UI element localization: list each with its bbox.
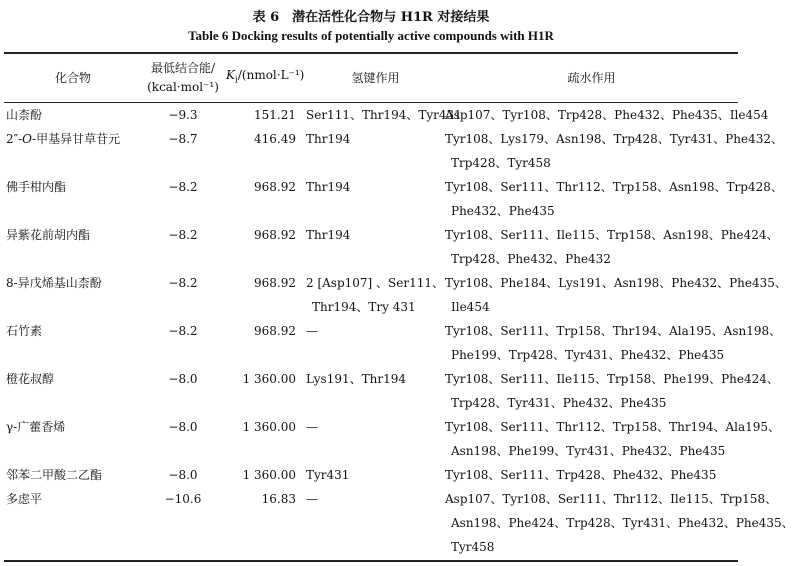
hydrophobic-line: Tyr108、Ser111、Thr112、Trp158、Asn198、Trp428、 xyxy=(445,180,783,194)
hydrophobic-line: Tyr108、Ser111、Ile115、Trp158、Phe199、Phe424、 xyxy=(445,372,779,386)
docking-results-table xyxy=(4,54,794,559)
compound-name-cell: 山柰酚 xyxy=(6,108,43,122)
hydrophobic-line: Trp428、Phe432、Phe432 xyxy=(451,252,611,266)
header-ki-unit: /(nmol·L⁻¹) xyxy=(237,67,305,82)
ki-cell: 968.92 xyxy=(254,180,296,194)
binding-energy-cell: −8.0 xyxy=(168,468,198,482)
table-row xyxy=(4,271,738,319)
compound-name-cell: 多虑平 xyxy=(6,492,43,506)
table-row xyxy=(4,463,738,487)
binding-energy-cell: −10.6 xyxy=(164,492,202,506)
table-caption-en: Table 6 Docking results of potentially active compounds with H1R xyxy=(188,28,554,43)
ki-cell: 968.92 xyxy=(254,324,296,338)
bottom-rule xyxy=(4,560,738,562)
compound-name-cell: 2″-O-甲基异甘草苷元 xyxy=(6,132,121,146)
hydrophobic-cell xyxy=(445,223,779,271)
compound-name-cell: 石竹素 xyxy=(6,324,43,338)
binding-energy-cell: −8.0 xyxy=(168,372,198,386)
hbond-line: Tyr431 xyxy=(306,468,350,482)
hydrophobic-cell xyxy=(445,319,782,367)
hydrophobic-line: Tyr108、Ser111、Ile115、Trp158、Asn198、Phe424、 xyxy=(445,228,779,242)
ki-cell: 416.49 xyxy=(254,132,296,146)
header-ki xyxy=(226,54,304,102)
header-energy-line2: (kcal·mol⁻¹) xyxy=(147,80,219,94)
hydrophobic-cell xyxy=(445,415,781,463)
ki-cell: 968.92 xyxy=(254,276,296,290)
table-body xyxy=(4,102,794,559)
table-row xyxy=(4,367,738,415)
hbond-line: 2 [Asp107] 、Ser111、 xyxy=(306,276,445,290)
hydrophobic-line: Asp107、Tyr108、Ser111、Thr112、Ile115、Trp158、 xyxy=(445,492,778,506)
binding-energy-cell: −8.2 xyxy=(168,324,198,338)
hydrophobic-cell xyxy=(445,175,783,223)
hbond-cell xyxy=(304,415,445,463)
table-row xyxy=(4,102,738,127)
hydrophobic-line: Asn198、Phe424、Trp428、Tyr431、Phe432、Phe435、 xyxy=(451,516,794,530)
hydrophobic-cell xyxy=(445,102,769,127)
hbond-cell xyxy=(304,319,445,367)
binding-energy-cell: −8.2 xyxy=(168,180,198,194)
hbond-line: — xyxy=(306,324,318,338)
compound-name-cell: 橙花叔醇 xyxy=(6,372,55,386)
ki-cell: 16.83 xyxy=(261,492,296,506)
hydrophobic-line: Tyr108、Ser111、Trp428、Phe432、Phe435 xyxy=(445,468,717,482)
header-ki-sub: i xyxy=(234,75,238,86)
compound-name-cell: 邻苯二甲酸二乙酯 xyxy=(6,468,103,482)
binding-energy-cell: −8.2 xyxy=(168,276,198,290)
compound-name-cell: γ-广藿香烯 xyxy=(6,420,66,434)
hydrophobic-line: Tyr108、Ser111、Thr112、Trp158、Thr194、Ala195、 xyxy=(445,420,781,434)
ki-cell: 1 360.00 xyxy=(242,468,296,482)
ki-cell: 1 360.00 xyxy=(242,420,296,434)
binding-energy-cell: −8.0 xyxy=(168,420,198,434)
header-row xyxy=(4,54,738,102)
hydrophobic-line: Trp428、Tyr431、Phe432、Phe435 xyxy=(451,396,667,410)
hydrophobic-line: Asp107、Tyr108、Trp428、Phe432、Phe435、Ile454 xyxy=(445,108,769,122)
hbond-line: Lys191、Thr194 xyxy=(306,372,406,386)
table-row xyxy=(4,487,738,559)
table-caption-cn: 表 6 潜在活性化合物与 H1R 对接结果 xyxy=(252,10,490,25)
ki-cell: 151.21 xyxy=(254,108,296,122)
table-row xyxy=(4,415,738,463)
hydrophobic-line: Phe199、Trp428、Tyr431、Phe432、Phe435 xyxy=(451,348,725,362)
hydrophobic-line: Ile454 xyxy=(451,300,490,314)
compound-name-cell: 佛手柑内酯 xyxy=(6,180,67,194)
table-row xyxy=(4,223,738,271)
header-compound: 化合物 xyxy=(54,70,91,85)
hydrophobic-cell xyxy=(445,463,738,487)
header-ki-symbol: K xyxy=(226,67,235,82)
hydrophobic-line: Asn198、Phe199、Tyr431、Phe432、Phe435 xyxy=(451,444,726,458)
hbond-cell xyxy=(304,175,445,223)
hydrophobic-cell xyxy=(445,367,779,415)
hydrophobic-cell xyxy=(445,487,794,559)
hydrophobic-cell xyxy=(445,127,784,175)
hbond-cell xyxy=(304,367,445,415)
hydrophobic-cell xyxy=(445,271,787,319)
hbond-line: — xyxy=(306,492,318,506)
hbond-cell xyxy=(304,271,445,319)
hbond-cell xyxy=(304,127,445,175)
hydrophobic-line: Tyr108、Ser111、Trp158、Thr194、Ala195、Asn198、 xyxy=(445,324,782,338)
hbond-line: Ser111、Thr194、Tyr431 xyxy=(306,108,462,122)
binding-energy-cell: −9.3 xyxy=(168,108,198,122)
binding-energy-cell: −8.7 xyxy=(168,132,198,146)
hbond-line: Thr194 xyxy=(306,132,351,146)
hydrophobic-line: Tyr458 xyxy=(451,540,495,554)
table-row xyxy=(4,319,738,367)
ki-cell: 968.92 xyxy=(254,228,296,242)
hbond-line: — xyxy=(306,420,318,434)
header-energy-line1: 最低结合能/ xyxy=(150,61,216,75)
hydrophobic-line: Tyr108、Phe184、Lys191、Asn198、Phe432、Phe435、 xyxy=(445,276,787,290)
binding-energy-cell: −8.2 xyxy=(168,228,198,242)
hbond-cell xyxy=(304,463,445,487)
header-hydrophobic: 疏水作用 xyxy=(567,70,616,85)
header-binding-energy xyxy=(140,54,226,102)
hbond-line: Thr194、Try 431 xyxy=(312,300,416,314)
ki-cell: 1 360.00 xyxy=(242,372,296,386)
hydrophobic-line: Tyr108、Lys179、Asn198、Trp428、Tyr431、Phe432、 xyxy=(445,132,784,146)
header-hbond: 氢键作用 xyxy=(351,70,400,85)
hbond-line: Thr194 xyxy=(306,180,351,194)
table-row xyxy=(4,127,738,175)
hbond-cell xyxy=(304,102,462,127)
compound-name-cell: 异紫花前胡内酯 xyxy=(6,228,91,242)
table-row xyxy=(4,175,738,223)
hydrophobic-line: Trp428、Tyr458 xyxy=(451,156,551,170)
hbond-cell xyxy=(304,223,445,271)
hbond-line: Thr194 xyxy=(306,228,351,242)
compound-name-cell: 8-异戊烯基山柰酚 xyxy=(6,276,102,290)
hbond-cell xyxy=(304,487,445,559)
italic-o: O xyxy=(22,132,33,146)
hydrophobic-line: Phe432、Phe435 xyxy=(451,204,555,218)
